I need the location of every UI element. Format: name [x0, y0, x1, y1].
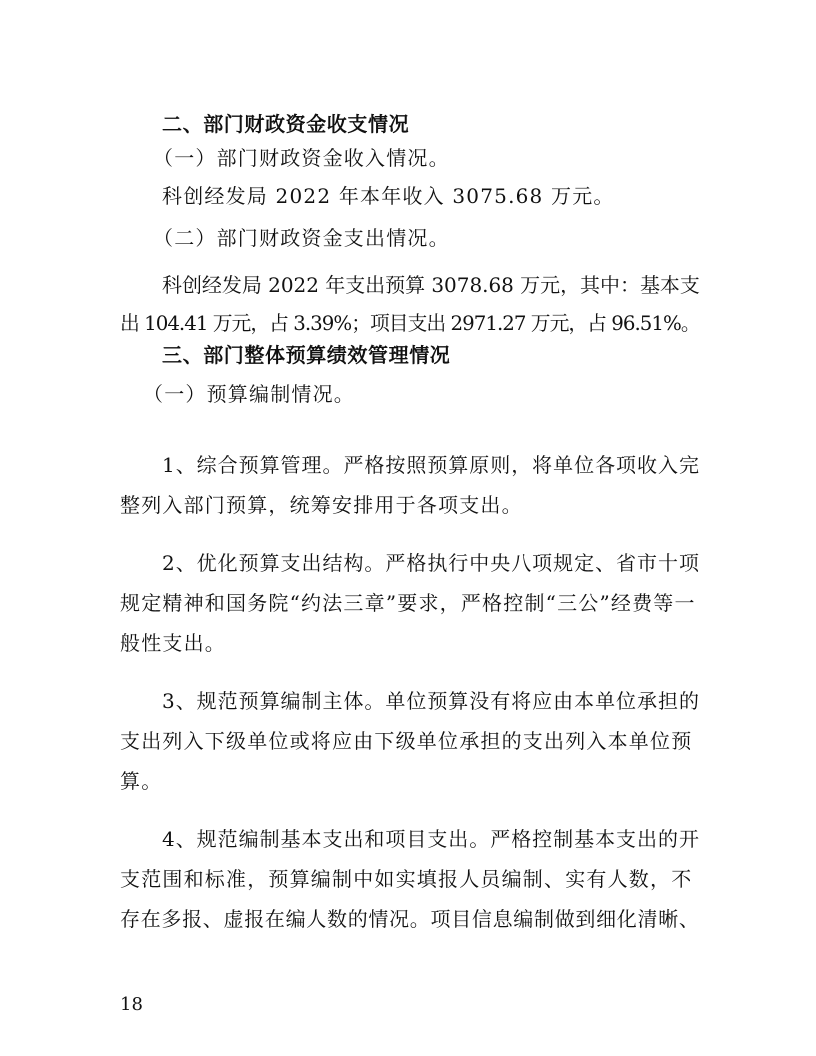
item-1-line-2: 整列入部门预算，统筹安排用于各项支出。	[120, 493, 523, 517]
section-heading-2: 二、部门财政资金收支情况	[162, 112, 410, 136]
subheading-budget-compilation: （一）预算编制情况。	[143, 382, 355, 406]
item-3-line-3: 算。	[120, 769, 163, 793]
subheading-expenditure: （二）部门财政资金支出情况。	[153, 226, 450, 250]
page-number: 18	[120, 994, 143, 1015]
item-2-line-2: 规定精神和国务院“约法三章”要求，严格控制“三公”经费等一	[120, 591, 696, 615]
paragraph-expenditure-line-2: 出 104.41 万元，占 3.39%；项目支出 2971.27 万元，占 96.51%。	[120, 311, 700, 335]
item-4-line-1: 4、规范编制基本支出和项目支出。严格控制基本支出的开	[162, 827, 700, 851]
item-3-line-2: 支出列入下级单位或将应由下级单位承担的支出列入本单位预	[120, 729, 693, 753]
section-heading-3: 三、部门整体预算绩效管理情况	[162, 343, 451, 367]
item-4-line-2: 支范围和标准，预算编制中如实填报人员编制、实有人数，不	[120, 867, 693, 891]
paragraph-income: 科创经发局 2022 年本年收入 3075.68 万元。	[162, 184, 615, 208]
item-2-line-3: 般性支出。	[120, 631, 226, 655]
item-3-line-1: 3、规范预算编制主体。单位预算没有将应由本单位承担的	[162, 689, 700, 713]
item-1-line-1: 1、综合预算管理。严格按照预算原则，将单位各项收入完	[162, 453, 700, 477]
paragraph-expenditure-line-1: 科创经发局 2022 年支出预算 3078.68 万元，其中：基本支	[162, 273, 700, 297]
item-2-line-1: 2、优化预算支出结构。严格执行中央八项规定、省市十项	[162, 551, 700, 575]
item-4-line-3: 存在多报、虚报在编人数的情况。项目信息编制做到细化清晰、	[120, 907, 700, 931]
subheading-income: （一）部门财政资金收入情况。	[153, 146, 450, 170]
